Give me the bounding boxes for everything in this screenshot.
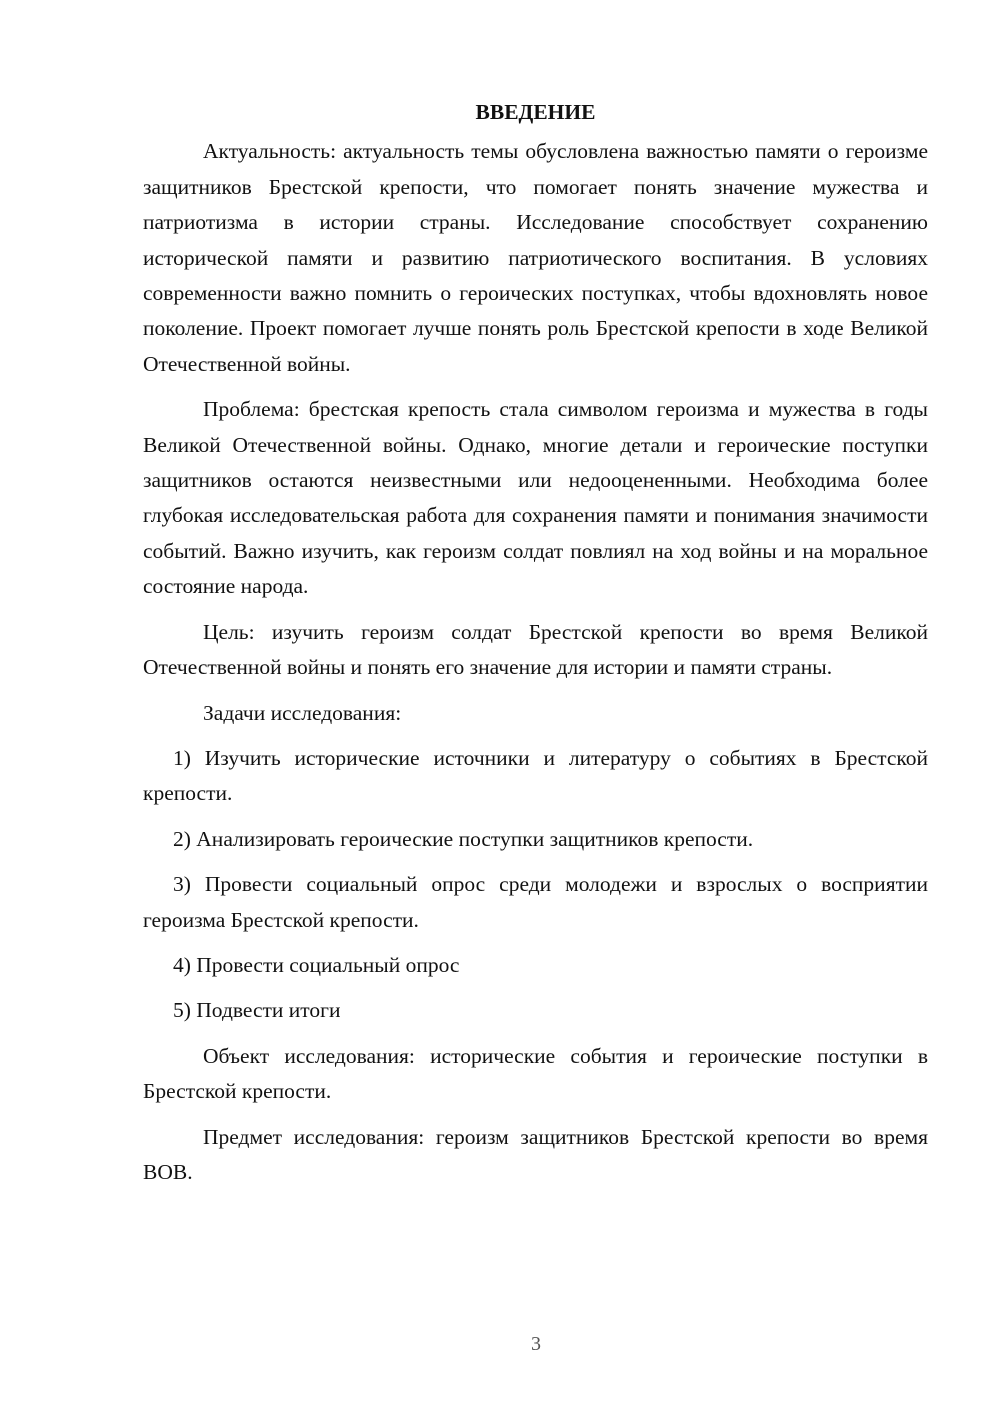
task-item-5: 5) Подвести итоги — [173, 998, 341, 1023]
goal-paragraph: Цель: изучить героизм солдат Брестской крепости во время Великой Отечественной войны и понять его значение для истории и памяти страны. — [143, 619, 928, 680]
page-content — [143, 95, 928, 1200]
relevance-paragraph: Актуальность: актуальность темы обусловлена важностью памяти о героизме защитников Брестской крепости, что помогает понять значение мужества и патриотизма в истории страны. Исследование способствует сохранению исторической памяти и развитию патриотического воспитания. В условиях современности важно помнить о героических поступках, чтобы вдохновлять новое поколение. Проект помогает лучше понять роль Брестской крепости в ходе Великой Отечественной войны. — [143, 139, 928, 376]
problem-paragraph: Проблема: брестская крепость стала символом героизма и мужества в годы Великой Отечественной войны. Однако, многие детали и героические поступки защитников остаются неизвестными или недооцененными. Необходима более глубокая исследовательская работа для сохранения памяти и понимания значимости событий. Важно изучить, как героизм солдат повлиял на ход войны и на моральное состояние народа. — [143, 397, 928, 599]
task-item-4: 4) Провести социальный опрос — [173, 952, 460, 977]
task-item-2: 2) Анализировать героические поступки защитников крепости. — [173, 826, 754, 851]
subject-paragraph: Предмет исследования: героизм защитников Брестской крепости во время ВОВ. — [143, 1124, 928, 1184]
page-number: 3 — [531, 1333, 541, 1355]
object-paragraph: Объект исследования: исторические события и героические поступки в Брестской крепости. — [143, 1043, 928, 1104]
task-item-3: 3) Провести социальный опрос среди молодежи и взрослых о восприятии героизма Брестской крепости. — [143, 872, 928, 932]
task-item-1: 1) Изучить исторические источники и литературу о событиях в Брестской крепости. — [143, 745, 928, 806]
section-heading: ВВЕДЕНИЕ — [475, 100, 596, 124]
tasks-title: Задачи исследования: — [203, 700, 402, 725]
